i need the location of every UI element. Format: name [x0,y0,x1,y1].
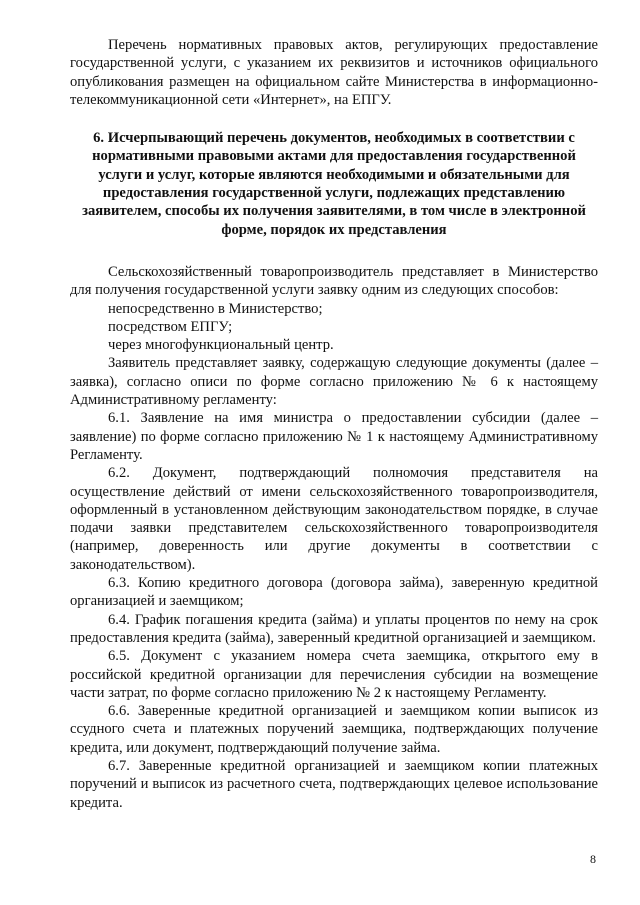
intro-paragraph: Перечень нормативных правовых актов, регулирующих предоставление государственной услуги, с указанием их реквизитов и источников официального опубликования размещен на официальном сайте Министерства в информационно-телекоммуникационной сети «Интернет», на ЕПГУ. [70,37,598,108]
method-item: через многофункциональный центр. [108,337,334,354]
application-paragraph: Заявитель представляет заявку, содержащую следующие документы (далее – заявка), согласно описи по форме согласно приложению № 6 к настоящему Административному регламенту: [70,355,598,409]
document-page [70,36,598,812]
submission-paragraph: Сельскохозяйственный товаропроизводитель представляет в Министерство для получения государственной услуги заявку одним из следующих способов: [70,263,598,299]
document-item-6-1: 6.1. Заявление на имя министра о предоставлении субсидии (далее – заявление) по форме согласно приложению № 1 к настоящему Административному Регламенту. [70,410,598,463]
document-item-6-6: 6.6. Заверенные кредитной организацией и заемщиком копии выписок из ссудного счета и платежных поручений заемщика, подтверждающих получение кредита, или документ, подтверждающий получение займа. [70,703,598,756]
document-item-6-7: 6.7. Заверенные кредитной организацией и заемщиком копии платежных поручений и выписок из расчетного счета, подтверждающих целевое использование кредита. [70,757,598,811]
section-title: 6. Исчерпывающий перечень документов, необходимых в соответствии с нормативными правовыми актами для предоставления государственной услуги и услуг, которые являются необходимыми и обязательными для предоставления государственной услуги, подлежащих представлению заявителем, способы их получения заявителями, в том числе в электронной форме, порядок их представления [82,130,586,238]
method-item: непосредственно в Министерство; [108,300,323,317]
document-item-6-4: 6.4. График погашения кредита (займа) и уплаты процентов по нему на срок предоставления кредита (займа), заверенный кредитной организацией и заемщиком. [70,611,598,646]
method-item: посредством ЕПГУ; [108,318,233,335]
page-number: 8 [590,852,596,866]
document-item-6-5: 6.5. Документ с указанием номера счета заемщика, открытого ему в российской кредитной организации для перечисления субсидии на возмещение части затрат, по форме согласно приложению № 2 к настоящему Регламенту. [70,648,598,701]
document-item-6-3: 6.3. Копию кредитного договора (договора займа), заверенную кредитной организацией и заемщиком; [70,575,598,610]
document-item-6-2: 6.2. Документ, подтверждающий полномочия представителя на осуществление действий от имени сельскохозяйственного товаропроизводителя, оформленный в установленном действующим законодательством порядке, в случае подачи заявки представителем сельскохозяйственного товаропроизводителя (например, доверенность или другие документы в соответствии с законодательством). [70,465,598,573]
